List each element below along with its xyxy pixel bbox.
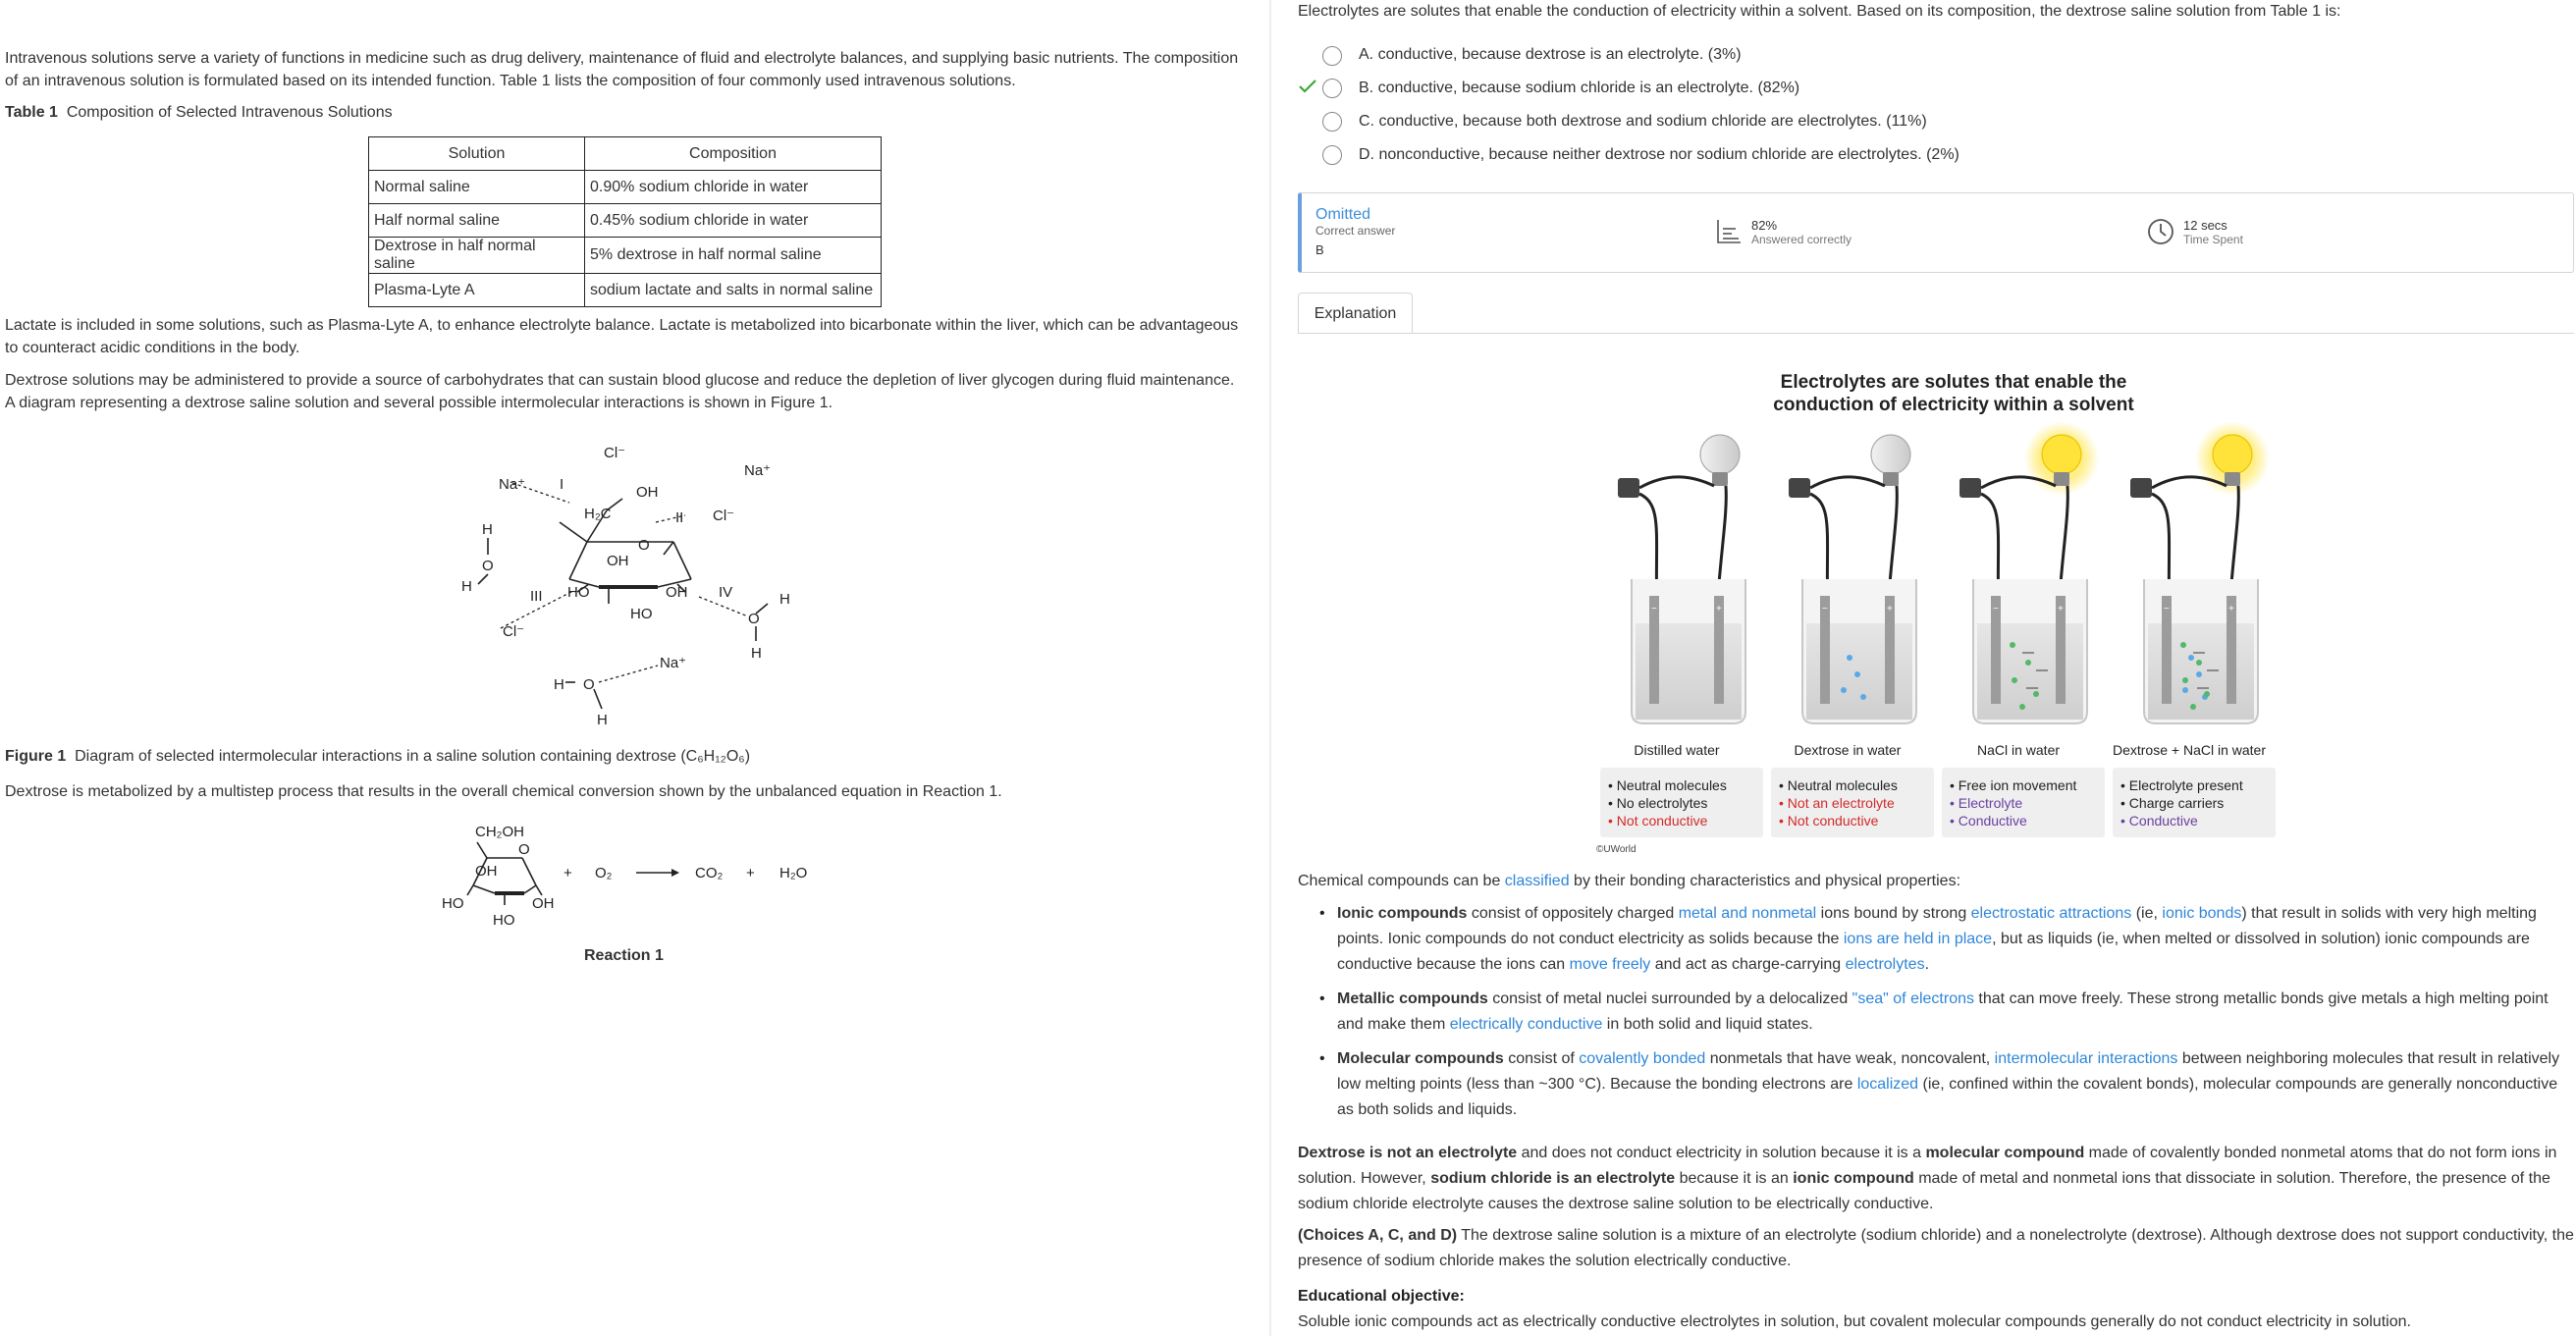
question-pane[interactable] — [1276, 0, 2576, 1336]
ion-dot — [2196, 660, 2202, 666]
figure-caption-label: Figure 1 — [5, 748, 67, 765]
bold-term: Metallic compounds — [1337, 990, 1488, 1007]
ion-na-bottom: Na⁺ — [660, 655, 687, 671]
pane-divider[interactable] — [1269, 0, 1271, 1336]
ion-dot — [2190, 704, 2196, 710]
label-oh-top: OH — [636, 484, 659, 501]
beaker-unit — [1618, 435, 1745, 723]
explanation-intro — [1298, 869, 2574, 894]
link-electrostatic-attractions[interactable]: electrostatic attractions — [1970, 905, 2132, 922]
bar-chart-icon — [1714, 217, 1744, 246]
label-oh-right: OH — [532, 895, 555, 912]
label-oh-ring: OH — [475, 863, 498, 880]
light-bulb-icon — [1871, 435, 1910, 474]
electrode-minus-label: − — [1993, 604, 1999, 615]
label-o-ring: O — [518, 841, 530, 858]
electrode-plus-label: + — [1716, 604, 1722, 615]
table-cell: Normal saline — [369, 171, 585, 204]
table-cell: 0.45% sodium chloride in water — [585, 204, 882, 238]
reaction-caption: Reaction 1 — [584, 947, 664, 964]
text-span: consist of oppositely charged — [1467, 905, 1679, 922]
table-caption-text: Composition of Selected Intravenous Solutions — [66, 104, 393, 121]
passage-para2-line1: Lactate is included in some solutions, such as Plasma-Lyte A, to enhance electrolyte balance. Lactate is metabolized into bicarbonate within the liver, which can be advantageous — [5, 317, 1239, 334]
explanation-figure-title — [1747, 371, 2160, 416]
text-span: consist of — [1503, 1050, 1580, 1067]
text-span: between neighboring molecules that result in relatively low melting points (less than ~300 °C). Because the bonding electrons are — [1337, 1050, 2560, 1093]
label-ring-o: O — [638, 537, 650, 554]
choice-b-label: B. conductive, because sodium chloride is an electrolyte. (82%) — [1359, 80, 1800, 96]
table-cell: 0.90% sodium chloride in water — [585, 171, 882, 204]
label-ho-left: HO — [442, 895, 464, 912]
card-line: • Not an electrolyte — [1779, 795, 1895, 811]
link-localized[interactable]: localized — [1856, 1076, 1919, 1093]
explanation-paragraph-2 — [1298, 1141, 2574, 1217]
electrode-minus-label: − — [2164, 604, 2170, 615]
card-line: • Conductive — [1950, 813, 2027, 828]
radio-choice-b[interactable] — [1322, 79, 1342, 98]
label-o2: O₂ — [595, 865, 613, 882]
check-icon — [1298, 79, 1317, 94]
ion-dot — [2019, 704, 2025, 710]
link-covalently-bonded[interactable]: covalently bonded — [1579, 1050, 1706, 1067]
text-span: that can move freely. These strong metallic bonds give metals a high melting point and make them — [1337, 990, 2549, 1033]
time-value: 12 secs — [2183, 217, 2227, 233]
radio-choice-d[interactable] — [1322, 145, 1342, 165]
label-oh-ring: OH — [607, 553, 629, 569]
beaker-unit — [2130, 421, 2270, 723]
table-cell: sodium lactate and salts in normal saline — [585, 274, 882, 307]
radio-choice-c[interactable] — [1322, 112, 1342, 132]
molecule-dot — [2182, 687, 2188, 693]
label-ho-left: HO — [567, 584, 590, 601]
text-span: (ie, — [2131, 905, 2163, 922]
ion-dot — [2182, 677, 2188, 683]
compound-types-list — [1319, 901, 2566, 1132]
bold-term: ionic compound — [1793, 1170, 1914, 1187]
link-electrically-conductive[interactable]: electrically conductive — [1449, 1016, 1603, 1033]
label-ch2oh: CH₂OH — [475, 824, 524, 840]
objective-text: Soluble ionic compounds act as electrically conductive electrolytes in solution, but covalent molecular compounds generally do not conduct electricity in solution. — [1298, 1313, 2411, 1330]
copyright-label: ©UWorld — [1596, 844, 1637, 855]
link-electrolytes[interactable]: electrolytes — [1845, 956, 1925, 973]
ion-na-topright: Na⁺ — [744, 462, 772, 479]
molecule-dot — [1860, 694, 1866, 700]
molecule-dot — [2196, 671, 2202, 677]
bold-term: molecular compound — [1925, 1145, 2085, 1161]
card-line: • Electrolyte present — [2120, 777, 2243, 793]
text-span: and does not conduct electricity in solution because it is a — [1517, 1145, 1926, 1161]
bold-term: Molecular compounds — [1337, 1050, 1504, 1067]
table-header-solution: Solution — [369, 137, 585, 171]
light-bulb-icon — [2042, 435, 2081, 474]
link-ionic-bonds[interactable]: ionic bonds — [2162, 905, 2242, 922]
card-line: • Not conductive — [1608, 813, 1708, 828]
beaker-info-card — [1771, 768, 1934, 837]
text-span: made of metal and nonmetal ions that dissociate in solution. Therefore, the presence of the sodium chloride electrolyte causes the dextrose saline solution to be electrically conductive. — [1298, 1170, 2550, 1212]
electrode-plus-label: + — [2228, 604, 2234, 615]
passage-para3-line1: Dextrose solutions may be administered to provide a source of carbohydrates that can sustain blood glucose and reduce the depletion of liver glycogen during fluid maintenance. — [5, 372, 1235, 389]
question-stem: Electrolytes are solutes that enable the conduction of electricity within a solvent. Based on its composition, the dextrose saline solution from Table 1 is: — [1298, 3, 2341, 20]
bulb-base — [2225, 472, 2240, 486]
label-water-h4: H — [751, 645, 762, 662]
table-header-row — [369, 137, 882, 171]
percent-label: Answered correctly — [1751, 232, 1852, 246]
percent-value: 82% — [1751, 217, 1778, 233]
label-water-o1: O — [482, 558, 494, 574]
tab-underline — [1298, 333, 2574, 334]
title-line-2: conduction of electricity within a solvent — [1773, 395, 2134, 415]
link-sea-of-electrons[interactable]: "sea" of electrons — [1852, 990, 1974, 1007]
reaction-arrow — [636, 869, 679, 877]
label-water-o2: O — [748, 611, 760, 627]
card-line: • No electrolytes — [1608, 795, 1708, 811]
ion-dot — [2180, 642, 2186, 648]
text-span: in both solid and liquid states. — [1602, 1016, 1813, 1033]
light-bulb-icon — [2213, 435, 2252, 474]
bulb-base — [2054, 472, 2069, 486]
beaker-label: Distilled water — [1634, 742, 1720, 758]
status-label: Omitted — [1315, 206, 1371, 223]
table-row — [369, 238, 882, 274]
link-intermolecular-interactions[interactable]: intermolecular interactions — [1994, 1050, 2178, 1067]
passage-para4: Dextrose is metabolized by a multistep process that results in the overall chemical conversion shown by the unbalanced equation in Reaction 1. — [5, 783, 1002, 800]
link-metal-nonmetal[interactable]: metal and nonmetal — [1678, 905, 1817, 922]
molecule-dot — [2188, 655, 2194, 661]
clock-icon — [2146, 217, 2175, 246]
passage-para1-line1: Intravenous solutions serve a variety of functions in medicine such as drug delivery, maintenance of fluid and electrolyte balances, and supplying basic nutrients. The composition — [5, 50, 1239, 67]
card-line: • Charge carriers — [2120, 795, 2225, 811]
text-span: and act as charge-carrying — [1650, 956, 1846, 973]
objective-title: Educational objective: — [1298, 1288, 1465, 1305]
bulb-base — [1712, 472, 1728, 486]
text-span: made of covalently bonded nonmetal atoms that do not form ions in solution. However, — [1298, 1145, 2557, 1187]
electrode-minus-label: − — [1822, 604, 1828, 615]
plug-icon — [1789, 478, 1810, 498]
bold-term: Ionic compounds — [1337, 905, 1468, 922]
text-span: The dextrose saline solution is a mixture of an electrolyte (sodium chloride) and a nonelectrolyte (dextrose). Although dextrose does not support conductivity, the presence of sodium chloride makes the solution electrically conductive. — [1298, 1227, 2574, 1269]
beaker-unit — [1789, 435, 1916, 723]
conductivity-beakers-illustration — [1610, 417, 2287, 741]
plus-2: + — [746, 865, 755, 882]
text-span: , but as liquids (ie, when melted or dissolved in solution) ionic compounds are conductive because the ions can — [1337, 931, 2530, 973]
ion-dot — [2204, 691, 2210, 697]
label-water-h5: H — [554, 676, 564, 693]
table-header-composition: Composition — [585, 137, 882, 171]
text-span: Chemical compounds can be — [1298, 873, 1505, 889]
table-row — [369, 171, 882, 204]
list-item-molecular — [1319, 1046, 2566, 1123]
table-caption-label: Table 1 — [5, 104, 58, 121]
table-cell: Plasma-Lyte A — [369, 274, 585, 307]
table-row — [369, 204, 882, 238]
ion-dot — [2025, 660, 2031, 666]
figure-1-diagram — [432, 432, 825, 746]
electrode-plus-label: + — [1887, 604, 1893, 615]
choice-c-label: C. conductive, because both dextrose and sodium chloride are electrolytes. (11%) — [1359, 113, 1927, 130]
table-row — [369, 274, 882, 307]
text-span: ) that result in solids with very high melting points. Ionic compounds do not conduct electricity as solids because the — [1337, 905, 2537, 947]
text-span: . — [1924, 956, 1930, 973]
status-omitted — [1315, 206, 1395, 238]
table-caption — [5, 104, 393, 122]
molecule-dot — [1854, 671, 1860, 677]
title-line-1: Electrolytes are solutes that enable the — [1780, 372, 2127, 393]
card-line: • Electrolyte — [1950, 795, 2023, 811]
beaker-label: NaCl in water — [1976, 742, 2061, 758]
radio-choice-a[interactable] — [1322, 46, 1342, 66]
label-water-h2: H — [461, 578, 472, 595]
bold-term: sodium chloride is an electrolyte — [1430, 1170, 1676, 1187]
tab-explanation[interactable]: Explanation — [1298, 293, 1413, 334]
list-item-metallic — [1319, 987, 2566, 1038]
label-water-o3: O — [583, 676, 595, 693]
correct-answer-label: Correct answer — [1315, 224, 1396, 238]
bold-term: (Choices A, C, and D) — [1298, 1227, 1458, 1244]
card-line: • Conductive — [2120, 813, 2198, 828]
figure-caption-text: Diagram of selected intermolecular interactions in a saline solution containing dextrose (C₆H₁₂O₆) — [75, 748, 751, 765]
molecule-dot — [1847, 655, 1852, 661]
passage-para2-line2: to counteract acidic conditions in the body. — [5, 340, 300, 356]
beaker-label: Dextrose in water — [1794, 742, 1902, 758]
ion-cl-top: Cl⁻ — [604, 445, 626, 461]
ion-cl-right: Cl⁻ — [713, 508, 735, 524]
choice-d-label: D. nonconductive, because neither dextrose nor sodium chloride are electrolytes. (2%) — [1359, 146, 1959, 163]
explanation-paragraph-3 — [1298, 1223, 2574, 1274]
plug-icon — [2130, 478, 2152, 498]
label-oh-right: OH — [666, 584, 688, 601]
dextrose-ring — [478, 499, 768, 709]
interaction-label-4: IV — [719, 584, 733, 601]
label-ho-bottom: HO — [493, 912, 515, 929]
plus-1: + — [564, 865, 572, 882]
beaker-info-card — [1600, 768, 1763, 837]
label-h2o: H₂O — [779, 865, 808, 882]
label-co2: CO₂ — [695, 865, 724, 882]
electrode-plus-label: + — [2058, 604, 2064, 615]
composition-table — [368, 136, 882, 307]
ion-dot — [2012, 677, 2017, 683]
table-cell: Dextrose in half normal saline — [369, 238, 585, 274]
list-item-ionic — [1319, 901, 2566, 978]
beaker-label: Dextrose + NaCl in water — [2112, 742, 2266, 758]
time-spent-block — [2146, 217, 2243, 246]
text-span: ions bound by strong — [1816, 905, 1971, 922]
interaction-label-2: II — [675, 509, 684, 526]
link-move-freely[interactable]: move freely — [1569, 956, 1651, 973]
electrode-minus-label: − — [1651, 604, 1657, 615]
passage-pane[interactable] — [0, 0, 1266, 1336]
label-ho-bottom: HO — [630, 606, 653, 622]
plug-icon — [1959, 478, 1981, 498]
interaction-label-1: I — [560, 476, 564, 493]
beaker-info-card — [1942, 768, 2105, 837]
card-line: • Neutral molecules — [1608, 777, 1727, 793]
label-water-h1: H — [482, 521, 493, 538]
plug-icon — [1618, 478, 1639, 498]
card-line: • Neutral molecules — [1779, 777, 1898, 793]
correct-answer-value: B — [1315, 242, 1324, 257]
ion-na-topleft: Na⁺ — [499, 476, 526, 493]
passage-para1-line2: of an intravenous solution is formulated based on its intended function. Table 1 lists the composition of four commonly used intravenous solutions. — [5, 73, 1016, 89]
label-h2c: H₂C — [584, 506, 612, 522]
bulb-base — [1883, 472, 1899, 486]
label-water-h6: H — [597, 712, 608, 728]
beaker-group — [1618, 421, 2270, 723]
text-span: consist of metal nuclei surrounded by a delocalized — [1487, 990, 1852, 1007]
card-line: • Not conductive — [1779, 813, 1879, 828]
ion-dot — [2010, 642, 2015, 648]
link-classified[interactable]: classified — [1504, 873, 1570, 889]
light-bulb-icon — [1700, 435, 1740, 474]
beaker-unit — [1959, 421, 2099, 723]
table-cell: 5% dextrose in half normal saline — [585, 238, 882, 274]
interaction-lines — [501, 483, 748, 682]
passage-para3-line2: A diagram representing a dextrose saline solution and several possible intermolecular interactions is shown in Figure 1. — [5, 395, 833, 411]
beaker-info-card — [2113, 768, 2276, 837]
percent-correct-block — [1714, 217, 1852, 246]
card-line: • Free ion movement — [1950, 777, 2077, 793]
text-span: by their bonding characteristics and physical properties: — [1569, 873, 1961, 889]
bold-term: Dextrose is not an electrolyte — [1298, 1145, 1518, 1161]
figure-caption — [5, 748, 750, 766]
reaction-1-diagram — [432, 815, 834, 942]
ion-dot — [2033, 691, 2039, 697]
label-water-h3: H — [779, 591, 790, 608]
ion-cl-left: Cl⁻ — [503, 623, 525, 640]
link-ions-held-in-place[interactable]: ions are held in place — [1843, 931, 1993, 947]
interaction-label-3: III — [530, 588, 543, 605]
time-label: Time Spent — [2183, 232, 2243, 246]
text-span: because it is an — [1675, 1170, 1794, 1187]
text-span: (ie, confined within the covalent bonds), molecular compounds are generally nonconductive as both solids and liquids. — [1337, 1076, 2558, 1118]
choice-a-label: A. conductive, because dextrose is an electrolyte. (3%) — [1359, 46, 1742, 63]
text-span: nonmetals that have weak, noncovalent, — [1705, 1050, 1995, 1067]
table-cell: Half normal saline — [369, 204, 585, 238]
molecule-dot — [1841, 687, 1847, 693]
answer-stats-bar — [1298, 192, 2574, 273]
